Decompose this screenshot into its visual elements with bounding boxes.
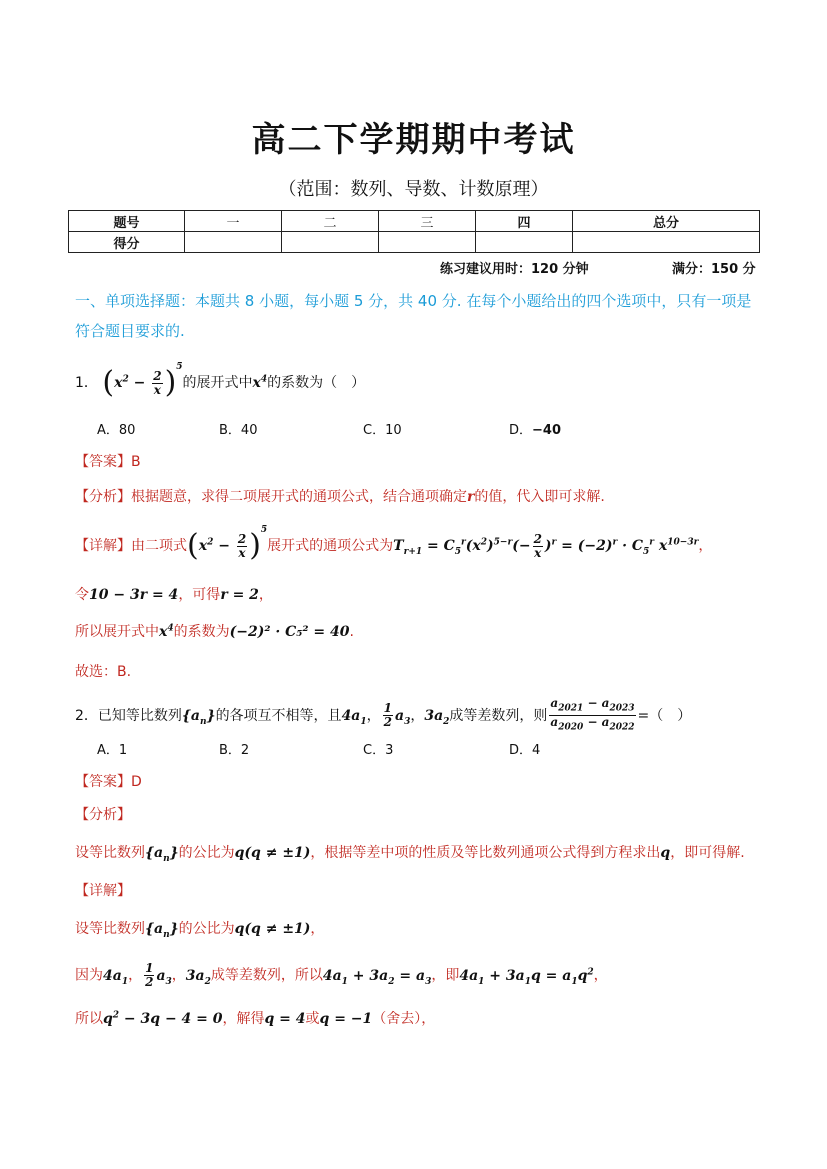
q2-option-b[interactable]: B．2 [219,743,250,758]
q1-option-b[interactable]: B．40 [219,423,258,438]
q1-detail-line2 [75,584,273,604]
page-subtitle: （范围：数列、导数、计数原理） [278,179,549,200]
detail-text: ，可得 [178,587,221,603]
analysis-text: 根据题意，求得二项展开式的通项公式，结合通项确定 [131,489,467,505]
detail-text: ， [171,967,186,984]
detail-text: 所以展开式中 [75,624,159,640]
q2-text: =（ ） [637,707,692,724]
analysis-text: ，即可得解. [670,845,745,861]
q1-option-d[interactable] [509,419,561,438]
q2-option-c[interactable]: C．3 [363,743,394,758]
score-header-cell: 题号 [69,211,185,232]
q2-detail-label: 【详解】 [75,883,131,899]
q2-answer: 【答案】D [75,774,142,790]
equation: (−2)² · C₅² = 40 [229,624,350,640]
detail-text: ， [258,587,273,603]
q1-text-tail: 的系数为（ ） [267,375,366,391]
q1-expression: ($x^2$ − $\frac{2}{x}$ )$^5$ [102,362,183,400]
detail-text: 或 [305,1011,320,1027]
score-row-label: 得分 [69,232,185,253]
detail-text: 成等差数列，所以 [210,967,323,984]
question-1: 1． ($x^2$ − $\frac{2}{x}$ )$^5$的展开式中$x^4$的系数为（ ） [75,362,366,400]
q2-text: ， [366,707,381,724]
detail-text: 的公比为 [178,921,235,937]
detail-text: 设等比数列 [75,921,145,937]
q2-option-d[interactable]: D．4 [509,743,541,758]
q2-detail-line1: 设等比数列$\{a_n\}$的公比为q(q ≠ ±1)， [75,921,325,940]
q1-choice: 故选：B. [75,664,132,680]
suggested-time: 练习建议用时：120 分钟 [440,262,589,277]
detail-label: 【详解】 [75,538,131,554]
score-cell[interactable] [476,232,573,253]
score-header-cell: 一 [185,211,282,232]
score-table-header-row [69,211,760,232]
score-table-score-row [69,232,760,253]
q2-text: ， [410,707,425,724]
detail-text: 令 [75,587,89,603]
q1-option-c[interactable]: C．10 [363,423,402,438]
q2-text: 的各项互不相等，且 [215,707,342,724]
section-heading: 一、单项选择题：本题共 8 小题，每小题 5 分，共 40 分. 在每个小题给出的四个选项中，只有一项是符合题目要求的. [75,292,752,340]
analysis-text: 的公比为 [178,845,235,861]
q1-option-a[interactable]: A．80 [97,423,136,438]
q2-analysis: 设等比数列$\{a_n\}$的公比为q(q ≠ ±1)，根据等差中项的性质及等比数列通项公式得到方程求出q，即可得解. [75,845,745,864]
analysis-text: 设等比数列 [75,845,145,861]
q1-answer: 【答案】B [75,454,141,470]
score-header-cell: 总分 [573,211,760,232]
q2-text: 成等差数列，则 [449,707,548,724]
q1-option-d-label: D． [509,423,533,438]
analysis-label: 【分析】 [75,489,131,505]
q1-analysis: 【分析】根据题意，求得二项展开式的通项公式，结合通项确定r的值，代入即可求解. [75,489,605,505]
detail-text: 的系数为 [173,624,230,640]
detail-text: （舍去）， [372,1011,436,1027]
q1-detail-line3: 所以展开式中$x^4$的系数为(−2)² · C₅² = 40. [75,623,354,640]
detail-text: ， [128,967,143,984]
detail-text: 由二项式 [131,538,187,554]
detail-text: ，解得 [222,1011,265,1027]
q1-text: 的展开式中 [182,375,253,391]
score-header-cell: 三 [379,211,476,232]
q2-detail-line3: 所以$q^2 - 3q - 4 = 0$，解得q = 4或q = −1（舍去）， [75,1010,436,1027]
detail-text: 因为 [75,967,103,984]
question-number: 1． [75,375,98,391]
detail-text: ， [698,538,713,554]
score-cell[interactable] [185,232,282,253]
q1-detail: 【详解】由二项式($x^2$ − $\frac{2}{x}$ )$^5$展开式的通项公式为$T_{r+1} = C_5^r(x^2)^{5-r}(-$ $\frac{2}{x}$ )$^r = (-2)^r \cdot C_5^r$ $x^{10-3r}$， [75,525,713,563]
full-score: 满分：150 分 [672,262,756,277]
question-2: 2．已知等比数列$\{a_n\}$的各项互不相等，且$4a_1$， $\frac{1}{2}$ $a_3$，$3a_2$成等差数列，则 $\frac{a_{2021} - a_{2023}}{a_{2020} - a_{2022}}$ =（ ） [75,696,692,733]
analysis-text-tail: 的值，代入即可求解. [474,489,605,505]
score-table [68,210,760,253]
score-header-cell: 四 [476,211,573,232]
score-header-cell: 二 [282,211,379,232]
equation: 10 − 3r = 4 [89,587,179,603]
detail-text: ， [310,921,325,937]
q2-analysis-label: 【分析】 [75,807,131,823]
question-number: 2． [75,707,98,724]
q2-text: 已知等比数列 [97,707,182,724]
score-cell[interactable] [282,232,379,253]
equation: r = 2 [220,587,259,603]
q2-option-a[interactable]: A．1 [97,743,128,758]
q1-option-d-value: −40 [532,423,561,438]
detail-text: ， [593,967,608,984]
detail-text: ，即 [431,967,460,984]
score-cell[interactable] [379,232,476,253]
score-cell[interactable] [573,232,760,253]
analysis-text: ，根据等差中项的性质及等比数列通项公式得到方程求出 [310,845,661,861]
detail-text: 展开式的通项公式为 [267,538,394,554]
detail-text: . [349,624,354,640]
detail-text: 所以 [75,1011,103,1027]
q2-detail-line2: 因为$4a_1$， $\frac{1}{2}$ $a_3$，$3a_2$成等差数列，所以$4a_1 + 3a_2 = a_3$，即$4a_1 + 3a_1q = a_1q^2$， [75,961,608,989]
page-title: 高二下学期期中考试 [251,120,576,160]
